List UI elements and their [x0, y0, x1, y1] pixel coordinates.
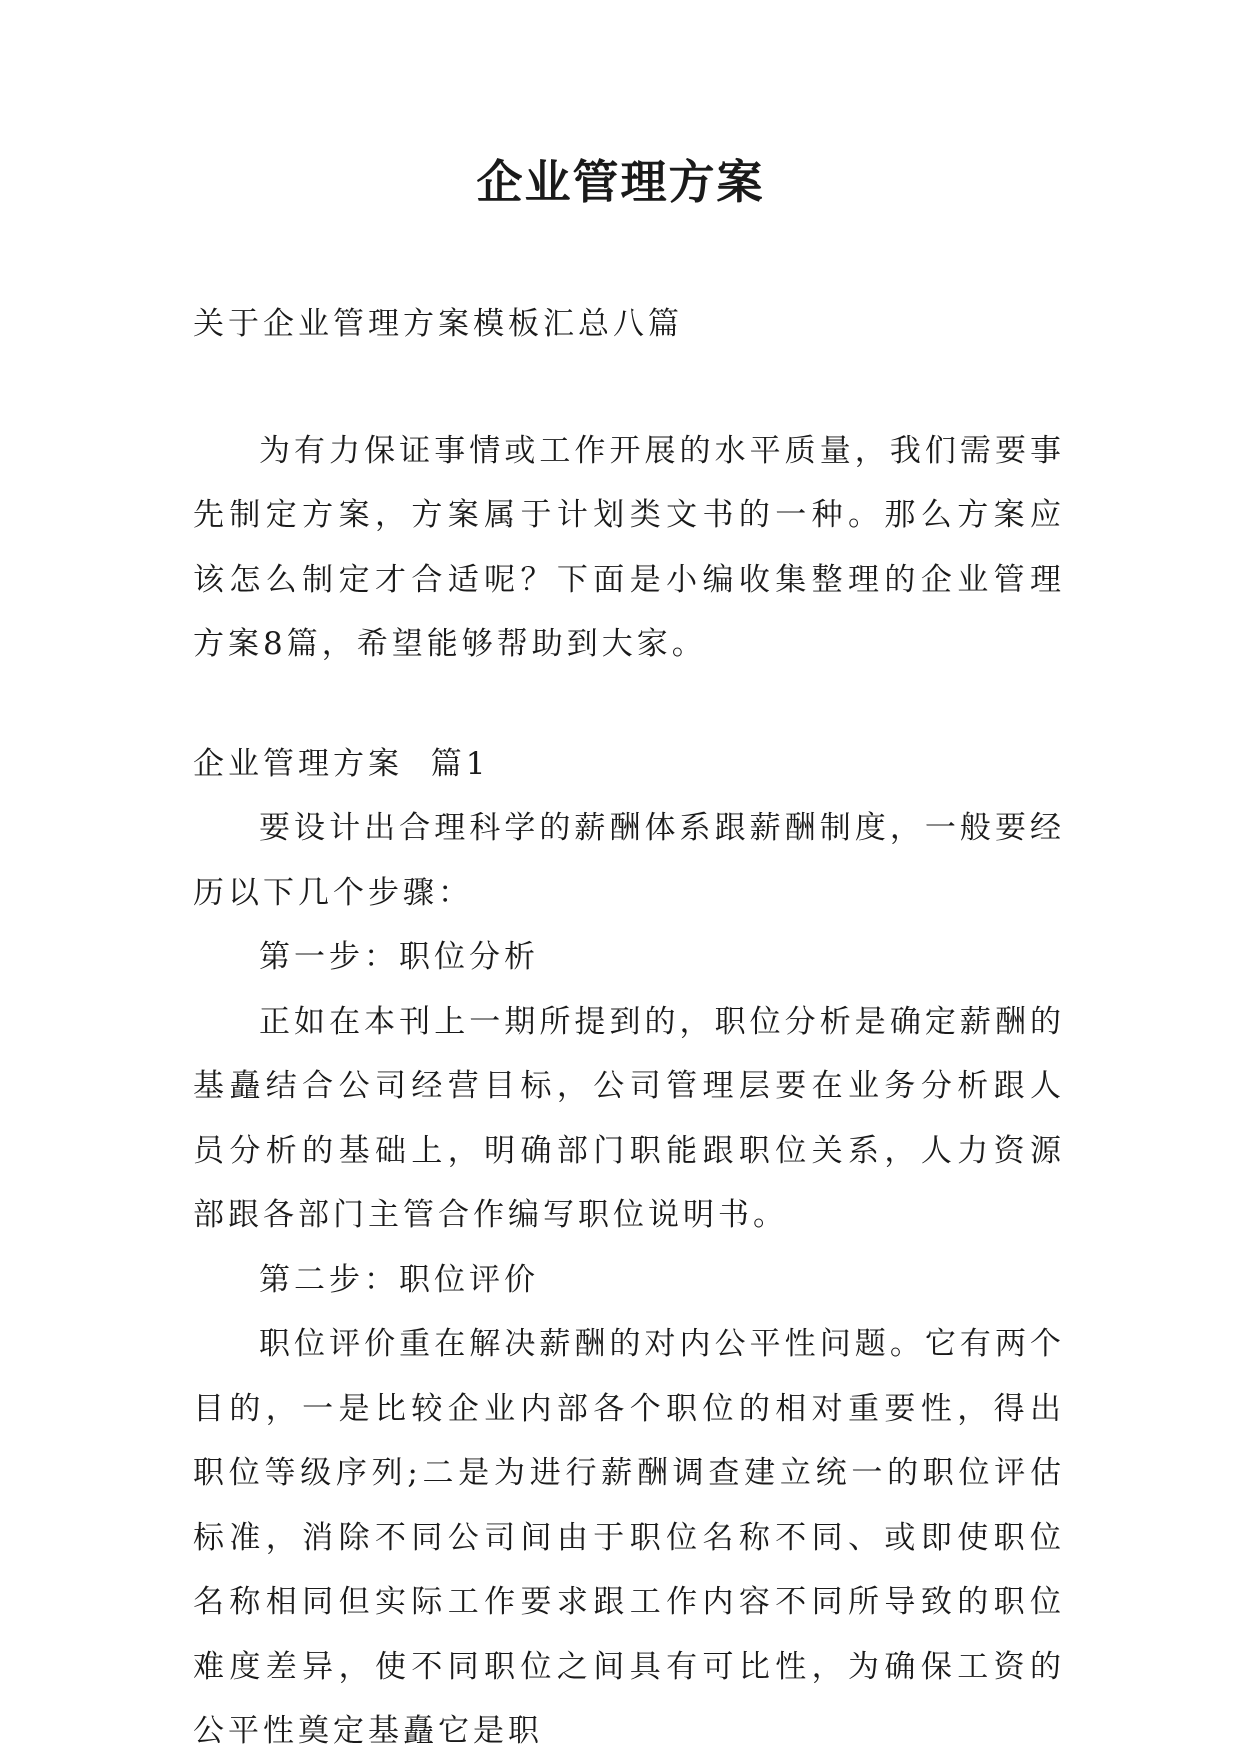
body-paragraph: 要设计出合理科学的薪酬体系跟薪酬制度，一般要经历以下几个步骤：	[193, 810, 1065, 911]
step-heading: 第一步：职位分析	[259, 939, 539, 975]
intro-paragraph: 为有力保证事情或工作开展的水平质量，我们需要事先制定方案，方案属于计划类文书的一种。那么方案应该怎么制定才合适呢？下面是小编收集整理的企业管理方案8篇，希望能够帮助到大家。	[193, 432, 1065, 662]
step-heading: 第二步：职位评价	[259, 1261, 539, 1298]
section-heading: 企业管理方案 篇1	[193, 745, 490, 782]
document-subtitle: 关于企业管理方案模板汇总八篇	[193, 306, 683, 342]
document-body	[193, 292, 1065, 1764]
document-title: 企业管理方案	[476, 155, 765, 209]
body-paragraph: 正如在本刊上一期所提到的，职位分析是确定薪酬的基矗结合公司经营目标，公司管理层要在业务分析跟人员分析的基础上，明确部门职能跟职位关系，人力资源部跟各部门主管合作编写职位说明书。	[193, 1003, 1065, 1233]
body-paragraph: 职位评价重在解决薪酬的对内公平性问题。它有两个目的，一是比较企业内部各个职位的相对重要性，得出职位等级序列;二是为进行薪酬调查建立统一的职位评估标准，消除不同公司间由于职位名称不同、或即使职位名称相同但实际工作要求跟工作内容不同所导致的职位难度差异，使不同职位之间具有可比性，为确保工资的公平性奠定基矗它是职	[193, 1326, 1065, 1749]
